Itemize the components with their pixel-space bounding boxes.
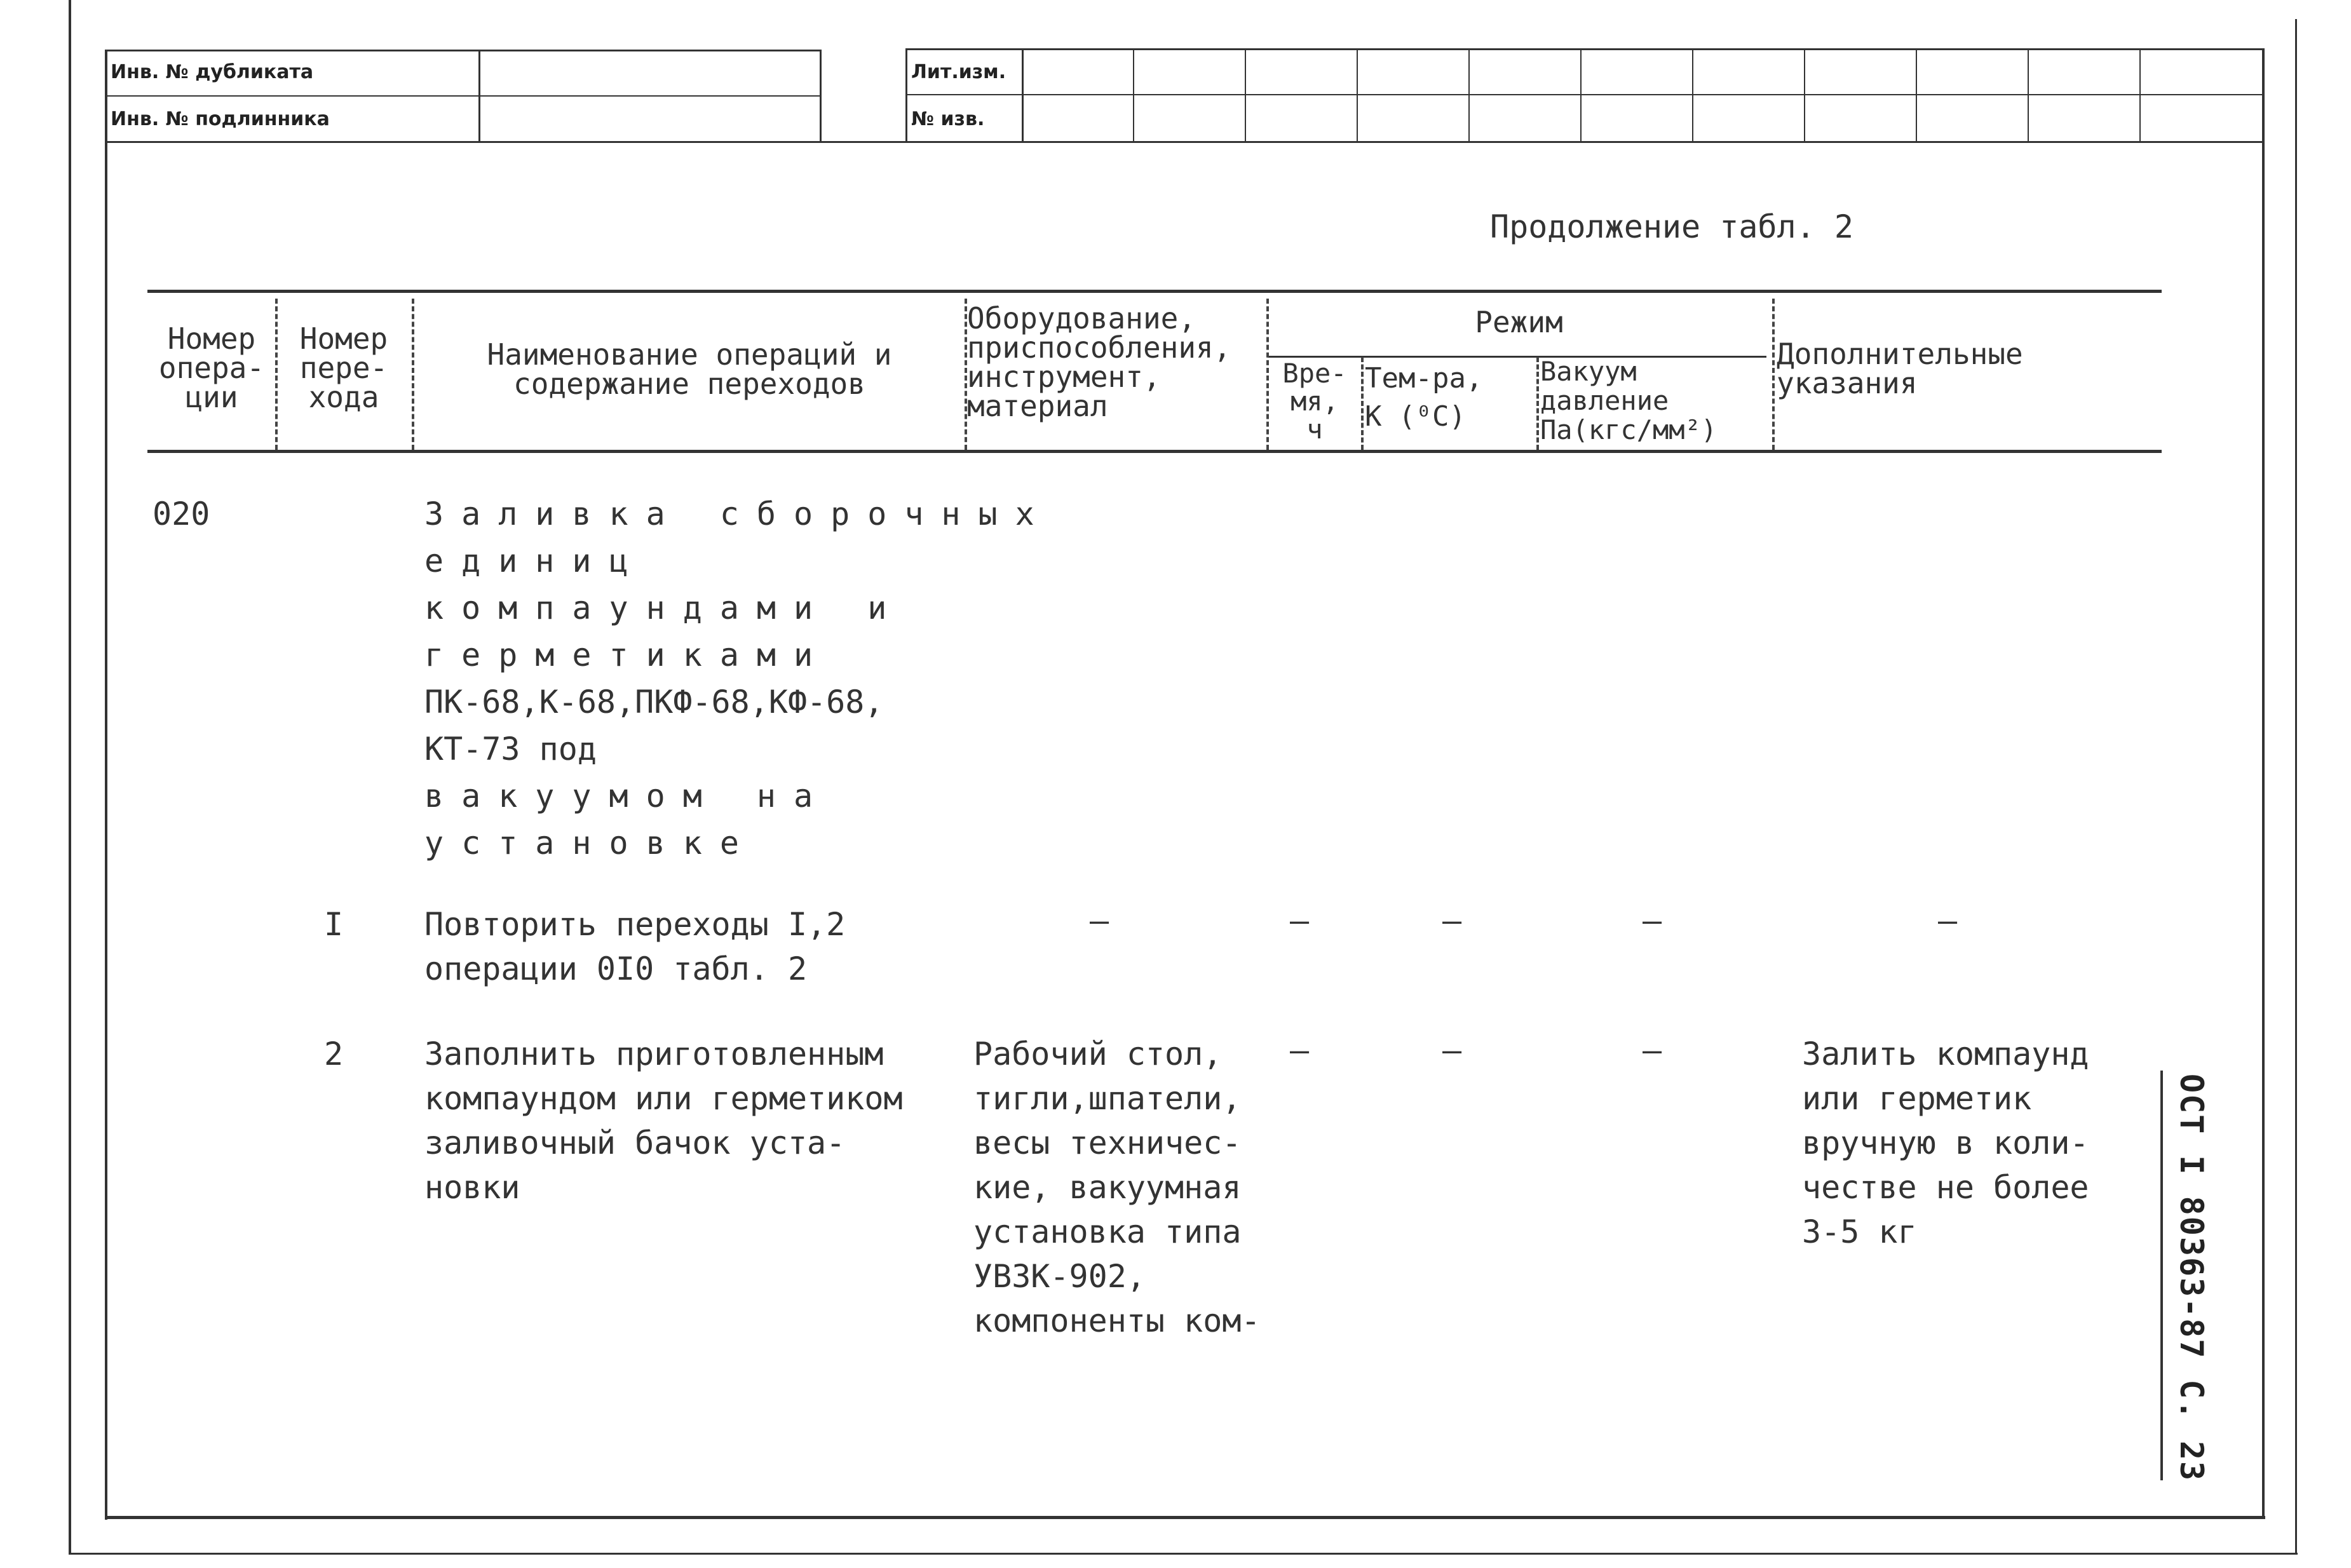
table-caption: Продолжение табл. 2 — [1490, 208, 1853, 245]
col-sep-4 — [1266, 299, 1269, 450]
col-sep-1 — [275, 299, 278, 450]
inner-frame-right — [2262, 50, 2265, 1519]
inv-duplicate-label: Инв. № дубликата — [111, 61, 314, 83]
step-1-number: I — [324, 906, 344, 943]
header-bottom-line — [147, 450, 2162, 453]
header-equipment: Оборудование, приспособления, инструмент, материал — [967, 301, 1231, 423]
step-2-vacuum: – — [1643, 1032, 1662, 1069]
step-2-number: 2 — [324, 1036, 344, 1072]
operation-title-line: КТ-73 под — [424, 731, 597, 767]
bottom-edge-line — [69, 1553, 2298, 1555]
col-sep-6 — [1536, 357, 1539, 450]
step-1-vacuum: – — [1643, 902, 1662, 939]
lit-izm-label: Лит.изм. — [911, 61, 1006, 83]
step-2-equipment: Рабочий стол, тигли,шпатели, весы техничес- кие, вакуумная установка типа УВЗК-902, компоненты ком- — [973, 1036, 1261, 1339]
step-2-time: – — [1290, 1032, 1310, 1069]
operation-title-line: компаундами и — [424, 590, 905, 626]
step-1-time: – — [1290, 902, 1310, 939]
step-1-temp: – — [1442, 902, 1462, 939]
col-sep-2 — [412, 299, 414, 450]
step-2-notes: Залить компаунд или герметик вручную в коли- честве не более 3-5 кг — [1802, 1036, 2089, 1250]
operation-title-line: вакуумом на — [424, 778, 831, 814]
col-sep-5 — [1361, 357, 1364, 450]
operation-title-line: установке — [424, 825, 757, 862]
header-notes: Дополнительные указания — [1777, 337, 2023, 400]
inner-frame-left — [105, 50, 107, 1520]
step-1-equipment: – — [1090, 902, 1109, 939]
inner-frame-bottom — [105, 1516, 2265, 1519]
step-2-text: Заполнить приготовленным компаундом или герметиком заливочный бачок уста- новки — [424, 1036, 903, 1206]
operation-number: 020 — [152, 496, 210, 532]
header-name: Наименование операций и содержание переходов — [487, 337, 892, 401]
header-op-number: Номер опера- ции — [158, 321, 265, 414]
left-edge-line — [69, 0, 71, 1554]
header-top-line — [147, 290, 2162, 293]
operation-title-line: ПК-68,К-68,ПКФ-68,КФ-68, — [424, 684, 884, 720]
side-stamp: ОСТ I 80363-87 С. 23 — [2173, 1074, 2210, 1482]
inv-original-label: Инв. № подлинника — [111, 108, 330, 130]
step-1-text: Повторить переходы I,2 операции 0I0 табл. 2 — [424, 906, 846, 987]
operation-title-line: Заливка сборочных — [424, 496, 1052, 532]
header-vacuum: Вакуум давление Па(кгс/мм²) — [1540, 356, 1718, 445]
izv-label: № изв. — [911, 108, 985, 130]
header-step-number: Номер пере- хода — [299, 321, 388, 414]
col-sep-7 — [1772, 299, 1775, 450]
stamp-right — [905, 48, 2265, 142]
header-temp: Тем-ра, К (⁰С) — [1365, 362, 1483, 433]
step-2-temp: – — [1442, 1032, 1462, 1069]
side-stamp-line — [2160, 1071, 2163, 1480]
operation-title-line: единиц — [424, 543, 646, 579]
operation-title-line: герметиками — [424, 637, 831, 673]
header-time: Вре- мя, ч — [1282, 358, 1347, 445]
header-mode: Режим — [1475, 305, 1563, 339]
right-edge-line — [2295, 19, 2297, 1554]
step-1-notes: – — [1938, 902, 1958, 939]
